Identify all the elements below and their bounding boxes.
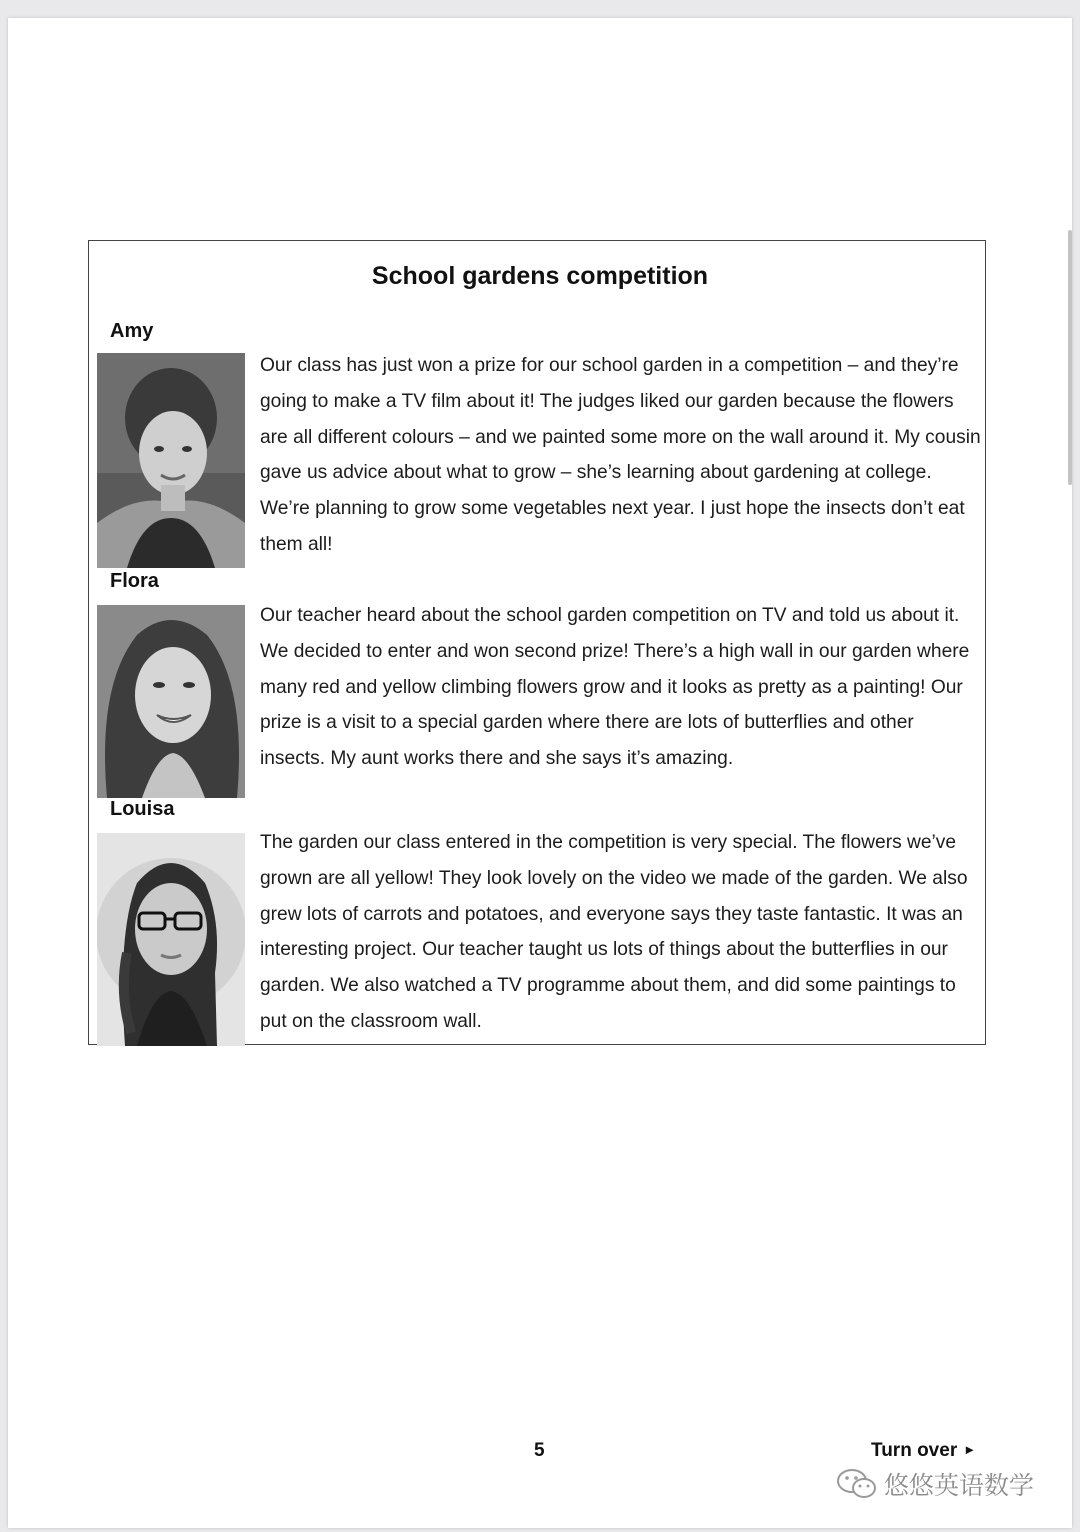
text-flora: Our teacher heard about the school garden competition on TV and told us about it. We decided to enter and won second prize! There’s a high wall in our garden where many red and yellow climbing flowers grow and it looks as pretty as a painting! Our prize is a visit to a special garden where there are lots of butterflies and other insects. My aunt works there and she says it’s amazing.	[260, 605, 970, 770]
text-amy: Our class has just won a prize for our school garden in a competition – and they’re going to make a TV film about it! The judges liked our garden because the flowers are all different colours – and we painted some more on the wall around it. My cousin gave us advice about what to grow – she’s learning about gardening at college. We’re planning to grow some vegetables next year. I just hope the insects don’t eat them all!	[260, 355, 981, 555]
watermark-text: 悠悠英语数学	[884, 1471, 1035, 1500]
photo-amy	[97, 353, 245, 568]
text-louisa: The garden our class entered in the competition is very special. The flowers we’ve grown are all yellow! They look lovely on the video we made of the garden. We also grew lots of carrots and potatoes, and everyone says they taste fantastic. It was an interesting project. Our teacher taught us lots of things about the butterflies in our garden. We also watched a TV programme about them, and did some paintings to put on the classroom wall.	[260, 832, 968, 1032]
right-pointer-icon: ►	[963, 1442, 977, 1457]
turn-over	[871, 1440, 976, 1462]
wechat-icon	[836, 1467, 878, 1501]
name-amy: Amy	[110, 320, 154, 342]
photo-flora	[97, 605, 245, 798]
name-louisa: Louisa	[110, 798, 175, 820]
article-title: School gardens competition	[371, 262, 709, 290]
watermark	[836, 1466, 1034, 1502]
name-flora: Flora	[110, 570, 159, 592]
photo-louisa	[97, 833, 245, 1046]
turn-over-label: Turn over	[871, 1440, 958, 1461]
page-number: 5	[534, 1440, 545, 1461]
